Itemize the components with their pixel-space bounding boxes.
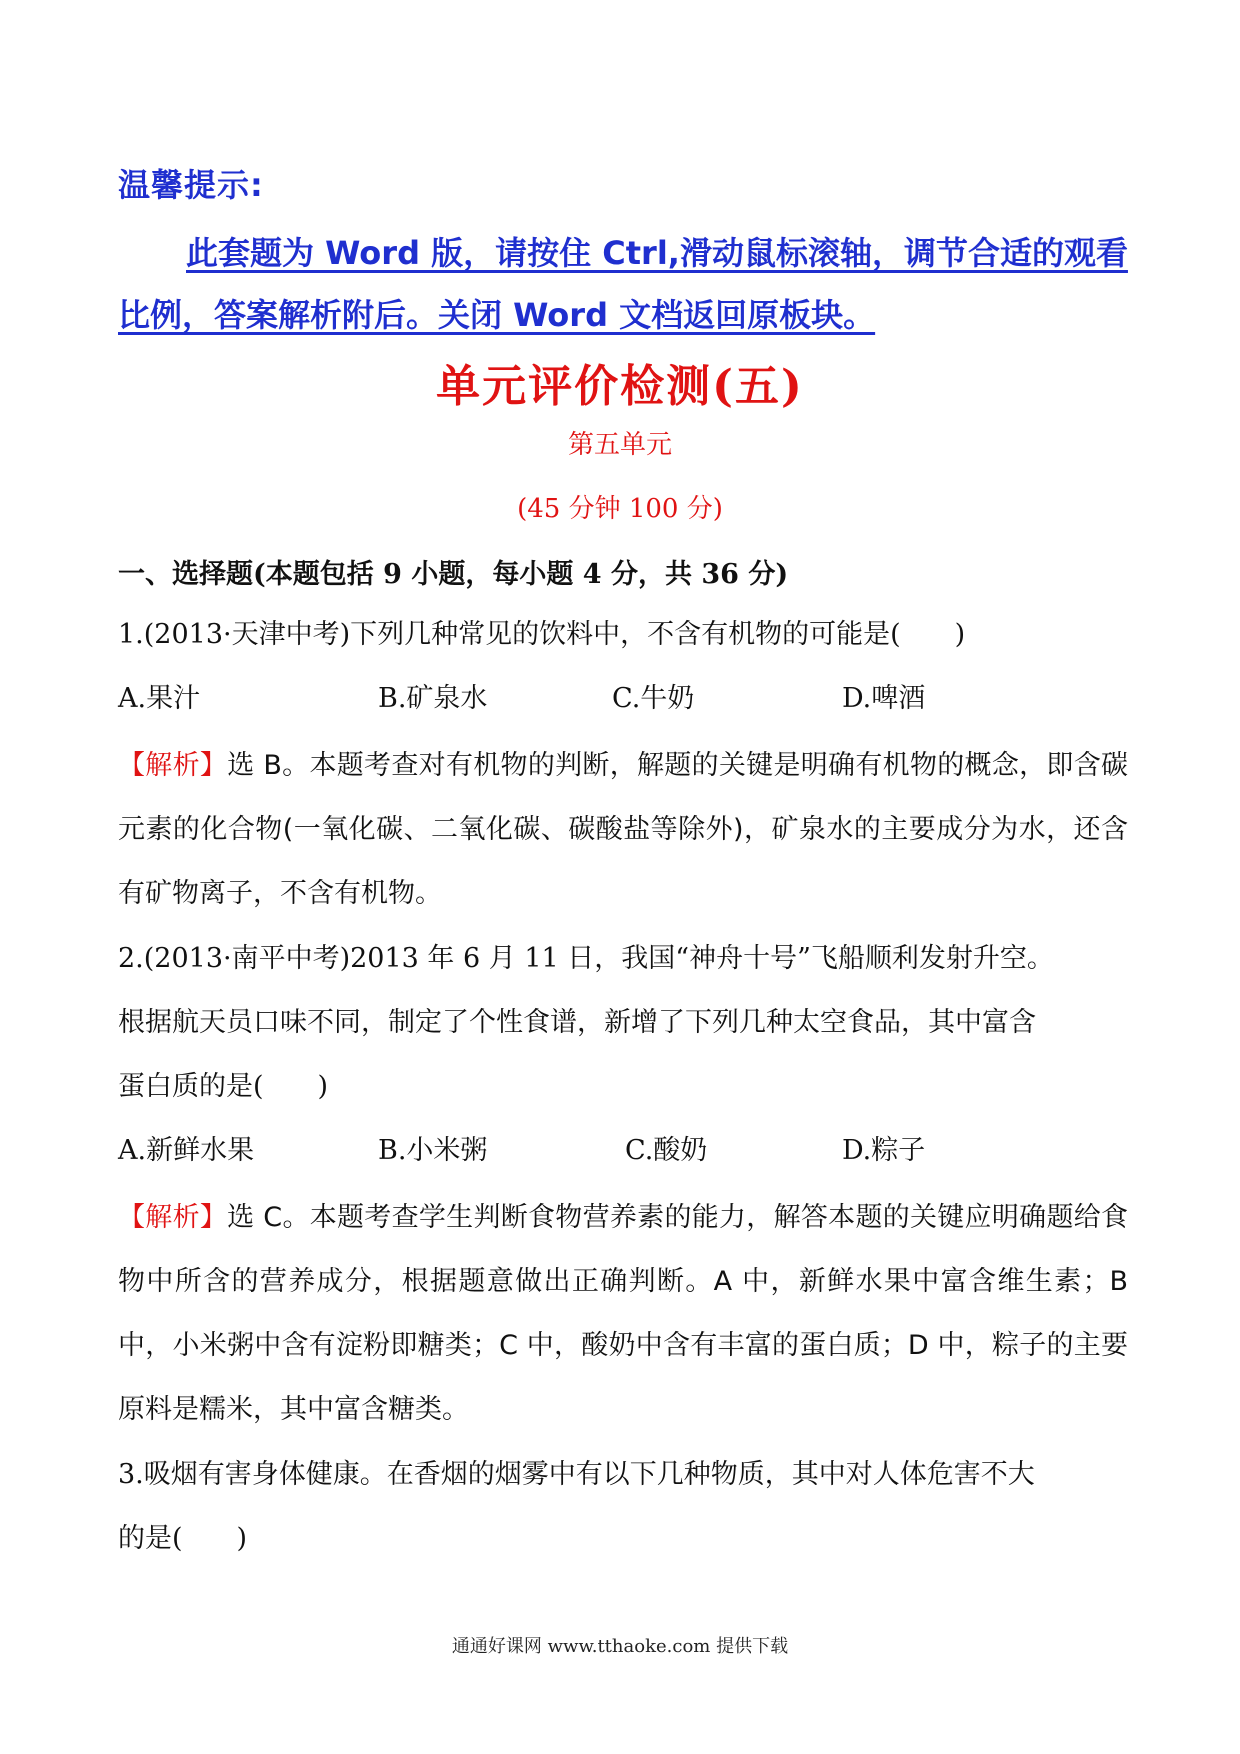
question-1-option-b: B.矿泉水 [378, 683, 488, 714]
section-title: 一、选择题(本题包括 9 小题，每小题 4 分，共 36 分) [118, 559, 789, 590]
page-title: 单元评价检测(五) [436, 361, 804, 412]
analysis-tag: 【解析】 [118, 750, 228, 781]
tip-body: 此套题为 Word 版，请按住 Ctrl,滑动鼠标滚轴，调节合适的观看比例，答案解析附后。关闭 Word 文档返回原板块。 [118, 234, 1128, 334]
question-2-option-a: A.新鲜水果 [118, 1135, 255, 1166]
unit-subtitle: 第五单元 [567, 430, 672, 460]
question-3-stem-line-2: 的是( ) [118, 1523, 248, 1554]
question-1-option-c: C.牛奶 [612, 683, 695, 714]
question-1-option-d: D.啤酒 [842, 683, 926, 714]
question-1-option-a: A.果汁 [118, 683, 201, 714]
question-3-stem-line-1: 3.吸烟有害身体健康。在香烟的烟雾中有以下几种物质，其中对人体危害不大 [118, 1459, 1035, 1490]
question-2-stem-line-3: 蛋白质的是( ) [118, 1071, 329, 1102]
analysis-text: 选 B。本题考查对有机物的判断，解题的关键是明确有机物的概念，即含碳元素的化合物(一氧化碳、二氧化碳、碳酸盐等除外)，矿泉水的主要成分为水，还含有矿物离子，不含有机物。 [118, 750, 1129, 909]
question-2-option-d: D.粽子 [842, 1135, 926, 1166]
question-2-stem-line-1: 2.(2013·南平中考)2013 年 6 月 11 日，我国“神舟十号”飞船顺利发射升空。 [118, 943, 1054, 974]
analysis-tag: 【解析】 [118, 1202, 228, 1233]
tip-heading: 温馨提示: [118, 166, 264, 204]
question-2-option-b: B.小米粥 [378, 1135, 488, 1166]
analysis-text: 选 C。本题考查学生判断食物营养素的能力，解答本题的关键应明确题给食物中所含的营养成分，根据题意做出正确判断。A 中，新鲜水果中富含维生素；B 中，小米粥中含有淀粉即糖类；C 中，酸奶中含有丰富的蛋白质；D 中，粽子的主要原料是糯米，其中富含糖类。 [118, 1202, 1129, 1425]
duration-score: (45 分钟 100 分) [517, 494, 723, 524]
question-1-stem: 1.(2013·天津中考)下列几种常见的饮料中，不含有机物的可能是( ) [118, 619, 966, 650]
footer-text: 通通好课网 www.tthaoke.com 提供下载 [451, 1636, 789, 1657]
question-1-analysis [118, 734, 1128, 926]
question-2-analysis [118, 1186, 1128, 1442]
question-2-stem-line-2: 根据航天员口味不同，制定了个性食谱，新增了下列几种太空食品，其中富含 [118, 1007, 1036, 1038]
question-2-option-c: C.酸奶 [625, 1135, 708, 1166]
